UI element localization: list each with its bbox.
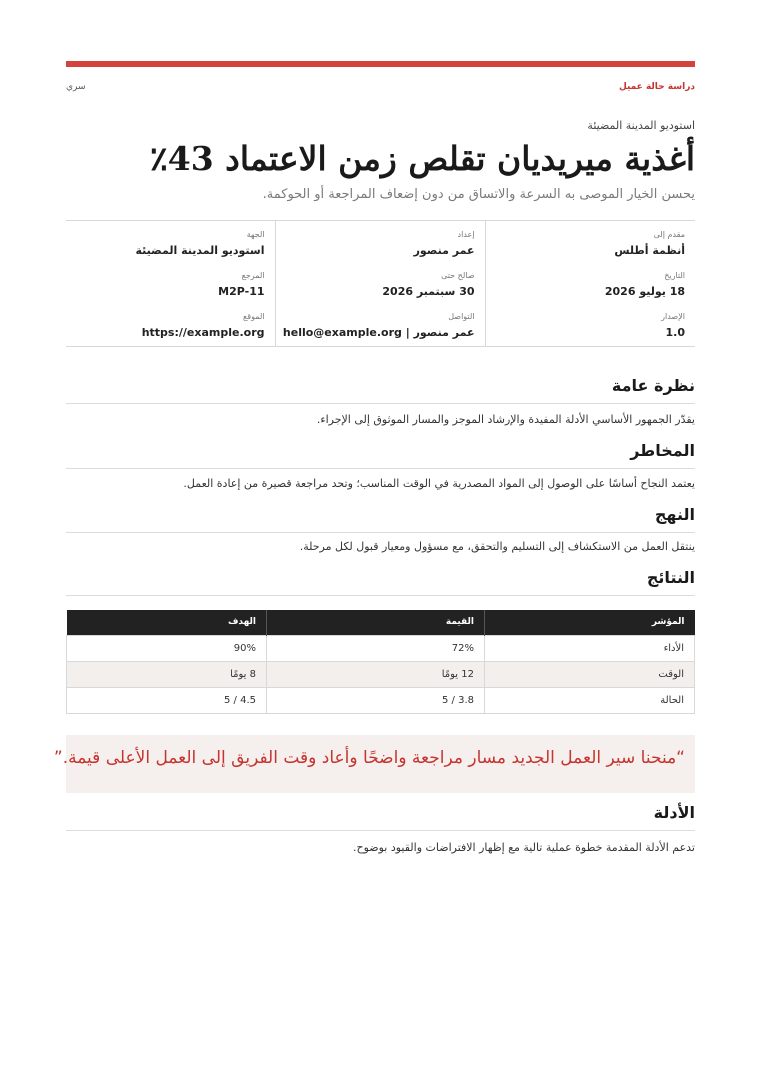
- table-row: [67, 661, 695, 687]
- metadata-grid: [66, 220, 695, 347]
- metadata-column: [276, 221, 486, 346]
- table-cell: 12 يومًا: [267, 661, 485, 687]
- meta-date: [496, 270, 686, 311]
- section-heading-results: النتائج: [66, 567, 695, 596]
- confidentiality-label: سري: [66, 82, 86, 92]
- meta-value: M2P-11: [218, 285, 265, 298]
- meta-label: مقدم إلى: [653, 230, 685, 239]
- table-row: [67, 687, 695, 713]
- page-subtitle: يحسن الخيار الموصى به السرعة والاتساق من دون إضعاف المراجعة أو الحوكمة.: [262, 187, 695, 202]
- section-heading-approach: النهج: [66, 504, 695, 533]
- page-title: أغذية ميريديان تقلص زمن الاعتماد 43٪: [150, 139, 695, 178]
- table-header-row: [67, 610, 695, 635]
- table-cell: 72%: [267, 635, 485, 661]
- section-heading-overview: نظرة عامة: [66, 375, 695, 404]
- meta-label: المرجع: [241, 271, 265, 280]
- metadata-column: [66, 221, 276, 346]
- meta-label: الجهة: [246, 230, 265, 239]
- meta-label: إعداد: [457, 230, 475, 239]
- section-heading-evidence: الأدلة: [66, 802, 695, 831]
- running-header: [66, 82, 695, 96]
- column-header: الهدف: [67, 610, 267, 635]
- meta-version: [496, 311, 686, 352]
- document-type-label: دراسة حالة عميل: [618, 82, 695, 92]
- section-heading-risks: المخاطر: [66, 440, 695, 469]
- section-body-risks: يعتمد النجاح أساسًا على الوصول إلى المواد المصدرية في الوقت المناسب؛ وتحد مراجعة قصيرة من إعادة العمل.: [183, 477, 695, 490]
- table-cell: 4.5 / 5: [67, 687, 267, 713]
- meta-value: عمر منصور: [413, 244, 475, 257]
- meta-contact: [282, 311, 475, 352]
- meta-value: عمر منصور | hello@example.org: [282, 326, 475, 339]
- table-cell: 8 يومًا: [67, 661, 267, 687]
- accent-bar: [66, 61, 695, 67]
- meta-value: استوديو المدينة المضيئة: [135, 244, 265, 257]
- meta-value: 1.0: [665, 326, 685, 339]
- table-cell: الوقت: [485, 661, 695, 687]
- table-cell: الحالة: [485, 687, 695, 713]
- results-table: [66, 610, 695, 714]
- meta-value: أنظمة أطلس: [614, 244, 685, 257]
- section-body-approach: ينتقل العمل من الاستكشاف إلى التسليم والتحقق، مع مسؤول ومعيار قبول لكل مرحلة.: [299, 540, 695, 553]
- meta-label: التاريخ: [664, 271, 685, 280]
- meta-label: الموقع: [243, 312, 265, 321]
- meta-prepared-by: [286, 229, 475, 270]
- column-header: المؤشر: [485, 610, 695, 635]
- meta-value: https://example.org: [141, 326, 265, 339]
- section-body-evidence: تدعم الأدلة المقدمة خطوة عملية تالية مع إظهار الافتراضات والقيود بوضوح.: [352, 841, 695, 854]
- meta-value: 30 سبتمبر 2026: [382, 285, 475, 298]
- section-body-overview: يقدّر الجمهور الأساسي الأدلة المفيدة والإرشاد الموجز والمسار الموثوق إلى الإجراء.: [316, 413, 695, 426]
- meta-organization: [76, 229, 265, 270]
- meta-label: صالح حتى: [441, 271, 475, 280]
- client-name: استوديو المدينة المضيئة: [587, 119, 695, 132]
- table-cell: الأداء: [485, 635, 695, 661]
- meta-recipient: [496, 229, 686, 270]
- meta-label: التواصل: [448, 312, 475, 321]
- document-page: [53, 0, 695, 1075]
- meta-reference: [76, 270, 265, 311]
- meta-label: الإصدار: [661, 312, 685, 321]
- meta-website: [76, 311, 265, 352]
- table-cell: 3.8 / 5: [267, 687, 485, 713]
- table-row: [67, 635, 695, 661]
- pull-quote: “منحنا سير العمل الجديد مسار مراجعة واضحًا وأعاد وقت الفريق إلى العمل الأعلى قيمة.”: [66, 735, 695, 793]
- meta-valid-until: [286, 270, 475, 311]
- column-header: القيمة: [267, 610, 485, 635]
- metadata-column: [486, 221, 696, 346]
- table-cell: 90%: [67, 635, 267, 661]
- meta-value: 18 يوليو 2026: [604, 285, 685, 298]
